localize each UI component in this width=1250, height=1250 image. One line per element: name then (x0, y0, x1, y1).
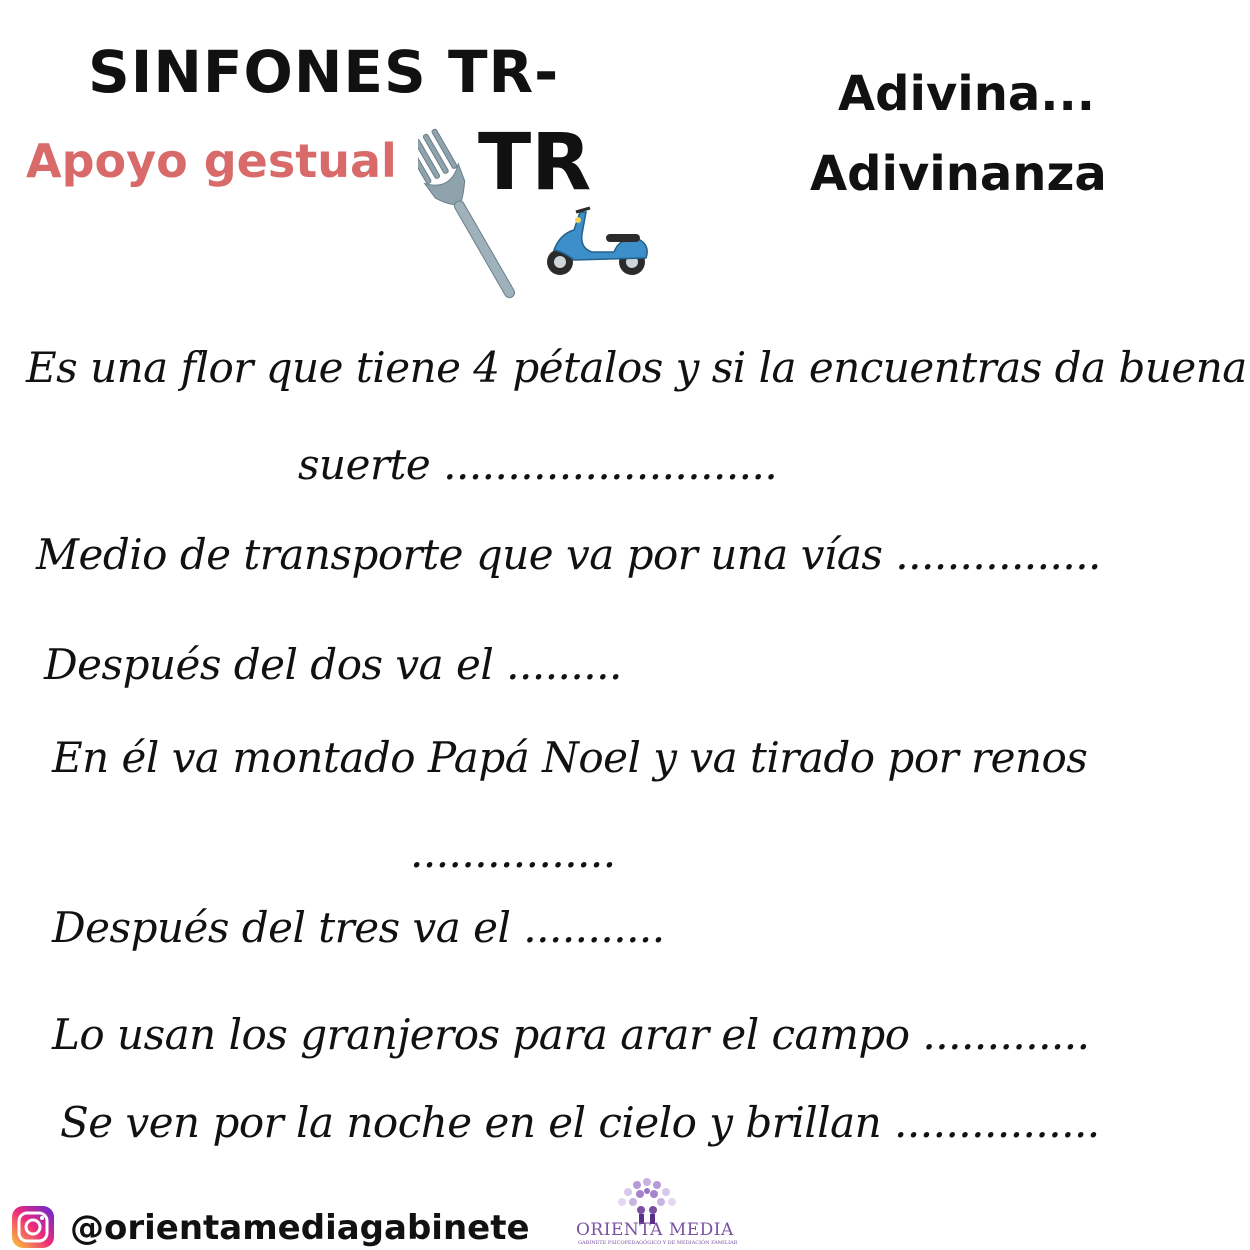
fork-icon (418, 108, 538, 308)
page-title: SINFONES TR- (88, 38, 560, 106)
guess-heading-line2: Adivinanza (810, 146, 1107, 202)
syllable-heading: TR (478, 118, 592, 208)
riddle-line: Después del tres va el ........... (52, 903, 665, 952)
subtitle: Apoyo gestual (26, 134, 397, 188)
brand-subtitle: GABINETE PSICOPEDAGÓGICO Y DE MEDIACIÓN FAMILIAR (578, 1240, 738, 1246)
riddle-line: Lo usan los granjeros para arar el campo ............. (52, 1010, 1090, 1059)
riddle-line: Después del dos va el ......... (44, 640, 622, 689)
guess-heading-line1: Adivina... (838, 66, 1095, 122)
instagram-handle: @orientamediagabinete (70, 1208, 530, 1248)
riddle-line: Es una flor que tiene 4 pétalos y si la encuentras da buena (26, 343, 1247, 392)
instagram-icon (8, 1204, 58, 1250)
riddle-line: En él va montado Papá Noel y va tirado por renos (52, 733, 1088, 782)
riddle-line: Se ven por la noche en el cielo y brillan ................ (60, 1098, 1100, 1147)
orientamedia-logo-icon (610, 1172, 684, 1224)
scooter-icon (540, 200, 656, 280)
riddle-answer-line: ................ (410, 828, 616, 877)
riddle-line: Medio de transporte que va por una vías ................ (36, 530, 1101, 579)
brand-name: ORIENTA MEDIA (576, 1220, 734, 1240)
riddle-answer-line: suerte .......................... (298, 440, 778, 489)
